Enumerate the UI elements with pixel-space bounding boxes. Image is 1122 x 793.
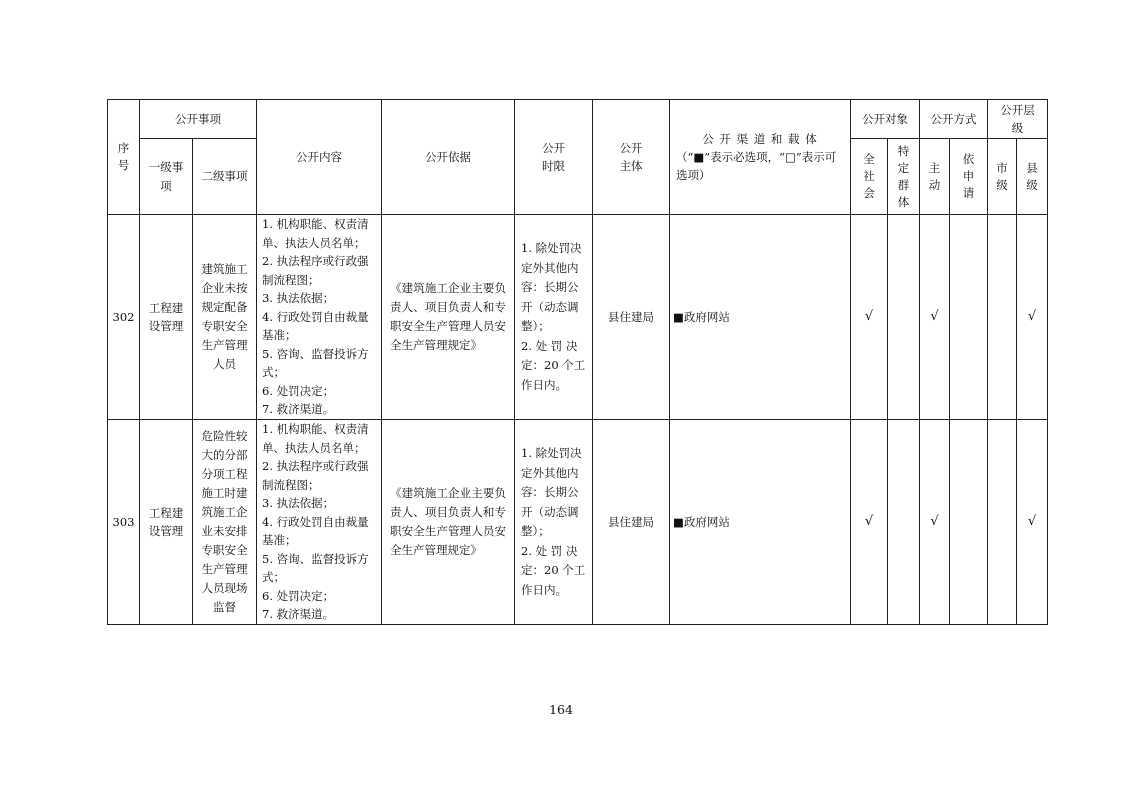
cell-subject: 县住建局 <box>593 420 670 625</box>
header-method-request: 依 申 请 <box>950 139 988 215</box>
cell-channel: ■政府网站 <box>670 215 851 420</box>
header-target-all: 全 社 会 <box>851 139 888 215</box>
cell-seq: 302 <box>108 215 140 420</box>
header-time-limit: 公开 时限 <box>515 100 593 215</box>
cell-time-limit: 1. 除处罚决 定外其他内 容：长期公 开（动态调 整）； 2. 处 罚 决 定：20 个工 作日内。 <box>515 420 593 625</box>
header-level2: 二级事项 <box>193 139 257 215</box>
header-seq: 序 号 <box>108 100 140 215</box>
header-channel-note: （“■”表示必选项，“□”表示可选项） <box>676 150 837 182</box>
header-target: 公开对象 <box>851 100 920 139</box>
cell-method-request <box>950 215 988 420</box>
header-level1: 一级事 项 <box>140 139 193 215</box>
header-subject: 公开 主体 <box>593 100 670 215</box>
cell-content: 1. 机构职能、权责清 单、执法人员名单； 2. 执法程序或行政强 制流程图； 3. 执法依据； 4. 行政处罚自由裁量 基准； 5. 咨询、监督投诉方 式； 6. 处罚决定； 7. 救济渠道。 <box>257 215 382 420</box>
cell-level2: 建筑施工 企业未按 规定配备 专职安全 生产管理 人员 <box>193 215 257 420</box>
cell-level-county: √ <box>1017 420 1048 625</box>
disclosure-table-container <box>107 99 1048 625</box>
header-public-item: 公开事项 <box>140 100 257 139</box>
header-level-county: 县 级 <box>1017 139 1048 215</box>
cell-seq: 303 <box>108 420 140 625</box>
cell-level-county: √ <box>1017 215 1048 420</box>
cell-basis: 《建筑施工企业主要负责人、项目负责人和专职安全生产管理人员安全生产管理规定》 <box>382 215 515 420</box>
cell-basis: 《建筑施工企业主要负责人、项目负责人和专职安全生产管理人员安全生产管理规定》 <box>382 420 515 625</box>
header-channel-title: 公 开 渠 道 和 载 体 <box>702 132 818 146</box>
cell-level2: 危险性较 大的分部 分项工程 施工时建 筑施工企 业未安排 专职安全 生产管理 人员现场 监督 <box>193 420 257 625</box>
cell-target-all: √ <box>851 420 888 625</box>
header-level: 公开层 级 <box>988 100 1048 139</box>
cell-content: 1. 机构职能、权责清 单、执法人员名单； 2. 执法程序或行政强 制流程图； 3. 执法依据； 4. 行政处罚自由裁量 基准； 5. 咨询、监督投诉方 式； 6. 处罚决定； 7. 救济渠道。 <box>257 420 382 625</box>
header-basis: 公开依据 <box>382 100 515 215</box>
cell-method-request <box>950 420 988 625</box>
cell-level1: 工程建 设管理 <box>140 215 193 420</box>
header-content: 公开内容 <box>257 100 382 215</box>
cell-channel: ■政府网站 <box>670 420 851 625</box>
header-target-specific: 特 定 群 体 <box>888 139 920 215</box>
table-row <box>108 420 1048 625</box>
cell-time-limit: 1. 除处罚决 定外其他内 容：长期公 开（动态调 整）； 2. 处 罚 决 定：20 个工 作日内。 <box>515 215 593 420</box>
table-row <box>108 215 1048 420</box>
header-method: 公开方式 <box>920 100 988 139</box>
cell-target-specific <box>888 215 920 420</box>
cell-level-city <box>988 215 1017 420</box>
header-row-top <box>108 100 1048 139</box>
cell-target-specific <box>888 420 920 625</box>
cell-level-city <box>988 420 1017 625</box>
cell-target-all: √ <box>851 215 888 420</box>
disclosure-table <box>107 99 1048 625</box>
cell-level1: 工程建 设管理 <box>140 420 193 625</box>
header-level-city: 市 级 <box>988 139 1017 215</box>
page-number: 164 <box>549 702 573 717</box>
cell-subject: 县住建局 <box>593 215 670 420</box>
cell-method-active: √ <box>920 215 950 420</box>
cell-method-active: √ <box>920 420 950 625</box>
header-method-active: 主 动 <box>920 139 950 215</box>
header-channel <box>670 100 851 215</box>
